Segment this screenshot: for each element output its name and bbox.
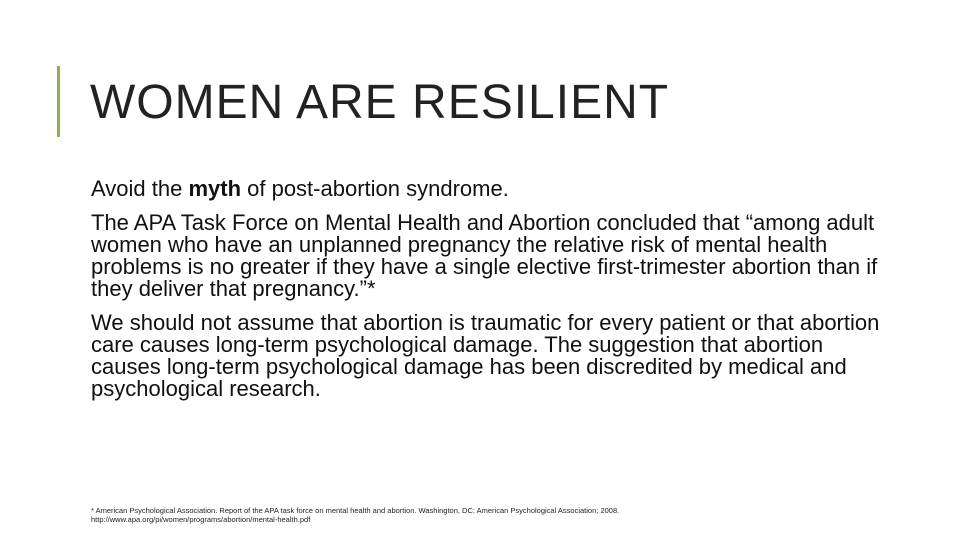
- footnote-citation: * American Psychological Association. Report of the APA task force on mental health and abortion. Washington, DC: American Psychological Association; 2008.: [91, 506, 620, 515]
- bullet-not-traumatic: We should not assume that abortion is traumatic for every patient or that abortion care causes long-term psychological damage. The suggestion that abortion causes long-term psychological damage has been discredited by medical and psychological research.: [91, 310, 880, 401]
- bullet-apa-conclusion: The APA Task Force on Mental Health and Abortion concluded that “among adult women who have an unplanned pregnancy the relative risk of mental health problems is no greater if they have a single elective first-trimester abortion than if they deliver that pregnancy.”*: [91, 210, 878, 301]
- footnote: [91, 506, 891, 524]
- bullet-myth-bold: myth: [188, 176, 242, 201]
- bullet-myth-after: of post-abortion syndrome.: [241, 176, 509, 201]
- bullet-myth-before: Avoid the: [91, 176, 189, 201]
- title-accent-bar: [57, 66, 60, 137]
- bullet-myth: [91, 178, 881, 200]
- slide-title: WOMEN ARE RESILIENT: [90, 76, 670, 129]
- slide-body: [91, 178, 881, 412]
- footnote-url: http://www.apa.org/pi/women/programs/abortion/mental-health.pdf: [91, 515, 311, 524]
